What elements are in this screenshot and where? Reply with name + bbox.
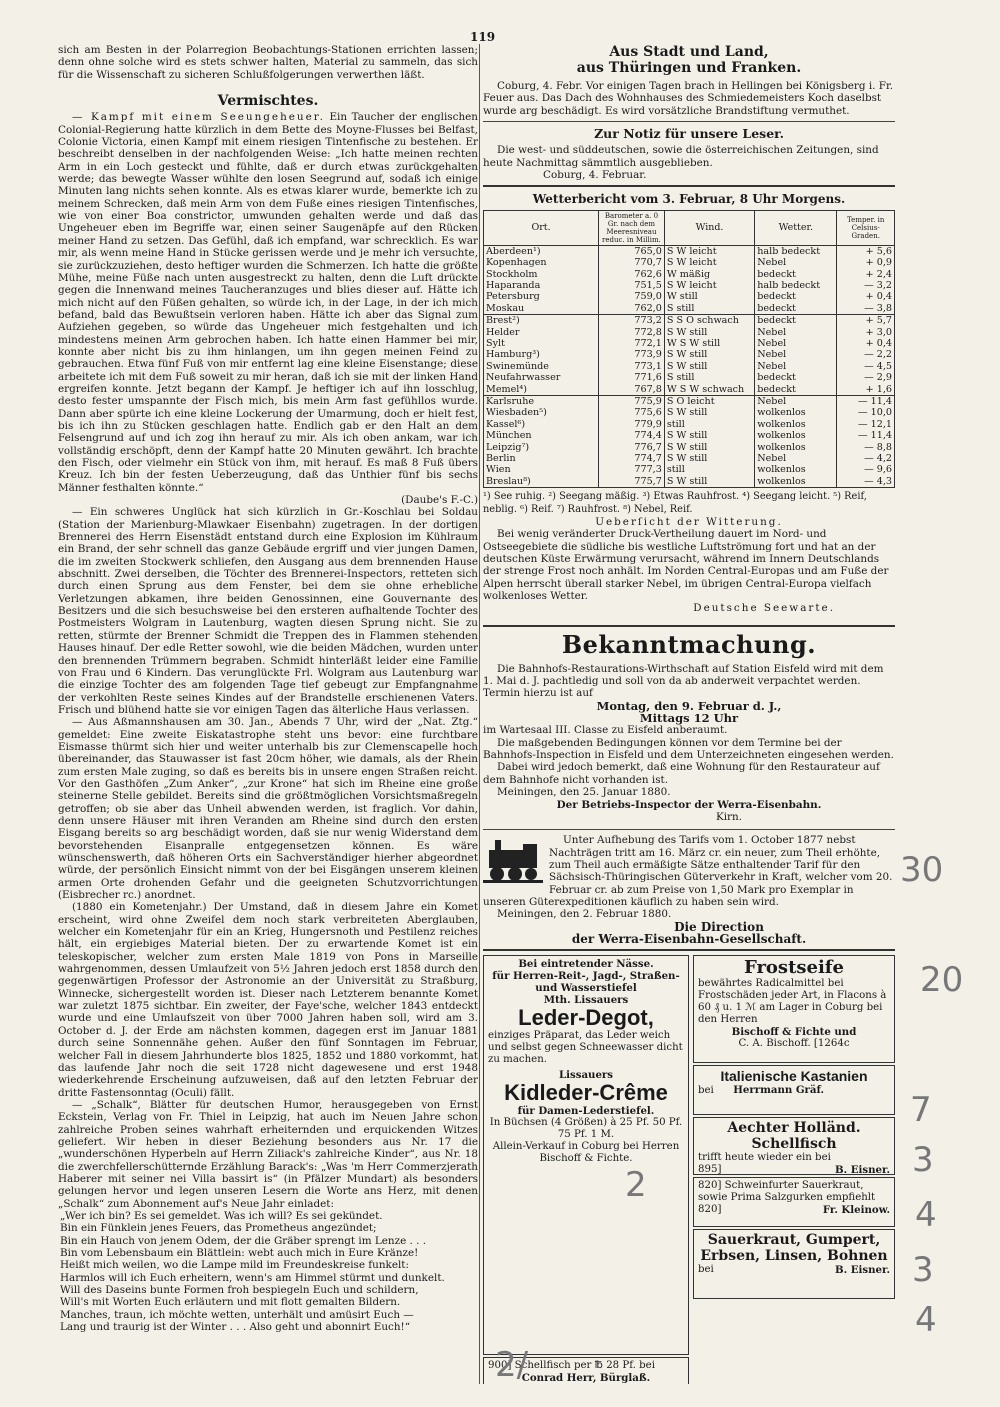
weather-cell-ort: Sylt bbox=[484, 338, 599, 349]
weather-cell-barometer: 779,9 bbox=[599, 419, 665, 430]
weather-cell-ort: Aberdeen¹) bbox=[484, 245, 599, 257]
ad-schellfisch-code: 895] bbox=[698, 1164, 722, 1176]
weather-row bbox=[484, 303, 895, 315]
divider bbox=[483, 625, 895, 627]
ad-schellfisch-eisner bbox=[693, 1117, 895, 1175]
weather-row bbox=[484, 430, 895, 441]
pencil-mark: 2 bbox=[625, 1165, 647, 1205]
ad-leder-line1: Bei eintretender Nässe. bbox=[518, 958, 654, 971]
weather-cell-wind: still bbox=[664, 419, 754, 430]
weather-cell-wind: S W leicht bbox=[664, 257, 754, 268]
weather-cell-barometer: 751,5 bbox=[599, 280, 665, 291]
weather-cell-ort: Moskau bbox=[484, 303, 599, 315]
weather-cell-temp: — 4,3 bbox=[837, 476, 895, 488]
weather-cell-temp: — 4,2 bbox=[837, 453, 895, 464]
weather-cell-wetter: halb bedeckt bbox=[755, 280, 837, 291]
weather-col-temp: Temper. in Celsius-Graden. bbox=[837, 210, 895, 245]
weather-row bbox=[484, 280, 895, 291]
article-kometenjahr: (1880 ein Kometenjahr.) Der Umstand, daß in diesem Jahre ein Komet erscheint, wird ohne Zweifel dem noch stark verbreiteten Aberglauben, welcher ein Kometenjahr für ein an Krieg, Hungersnoth und Pestilenz reiches hält, ein ergiebiges Material bieten. Der zu erwartende Komet ist ein teleskopischer, welcher zum ersten Male 1819 von Pons in Marseille wahrgenommen, dessen Umlaufzeit von 5½ Jahren jedoch erst 1858 durch den gegenwärtigen Professor der Astronomie an der Universität zu Straßburg, Winnecke, sichergestellt worden ist. Dieser nach Letzterem benannte Komet war zuletzt 1875 sichtbar. Ein zweiter, der Faye'sche, welcher 1843 entdeckt wurde und eine Umlaufszeit von über 7000 Jahren haben soll, wird am 3. October d. J. der Erde am nächsten kommen, dagegen erst im Januar 1881 durch seine Sonnennähe gehen. Außer den fünf Sonntagen im Februar, welcher Fall in diesem Jahrhunderte blos 1825, 1852 und 1880 vorkommt, hat das laufende Jahr noch die seit 1728 nicht dagewesene und erst 1948 wiederkehrende Erscheinung aufzuweisen, daß auf den letzten Februar der dritte Fastensonntag (Oculi) fällt. bbox=[58, 901, 478, 1099]
weather-cell-wetter: wolkenlos bbox=[755, 407, 837, 418]
bekanntmachung-text: Die Bahnhofs-Restaurations-Wirthschaft auf Station Eisfeld wird mit dem 1. Mai d. J. pachtledig und soll von da ab anderweit verpachtet werden. Termin hierzu ist auf bbox=[483, 662, 884, 700]
weather-cell-temp: — 10,0 bbox=[837, 407, 895, 418]
notiz-signature: Coburg, 4. Februar. bbox=[543, 169, 647, 182]
weather-cell-wetter: Nebel bbox=[755, 361, 837, 372]
weather-cell-temp: + 0,4 bbox=[837, 338, 895, 349]
weather-cell-wetter: Nebel bbox=[755, 338, 837, 349]
weather-table-body bbox=[484, 245, 895, 488]
weather-cell-temp: — 9,6 bbox=[837, 464, 895, 475]
weather-cell-wetter: Nebel bbox=[755, 257, 837, 268]
weather-row bbox=[484, 476, 895, 488]
bekanntmachung-note: Dabei wird jedoch bemerkt, daß eine Wohnung für den Restaurateur auf dem Bahnhofe nicht vorhanden ist. bbox=[483, 761, 880, 786]
pencil-mark: 3 bbox=[912, 1140, 934, 1180]
ad-sauerkraut2-signature: B. Eisner. bbox=[835, 1264, 890, 1277]
weather-cell-wetter: wolkenlos bbox=[755, 430, 837, 441]
weather-overview: Bei wenig veränderter Druck-Vertheilung dauert im Nord- und Ostseegebiete die südliche bis westliche Luftströmung fort und hat an der deutschen Küste Erwärmung verursacht, während im Innern Deutschlands der strenge Frost noch anhält. Im Norden Central-Europas und am Fuße der Alpen herrscht überall starker Nebel, im übrigen Central-Europa vielfach wolkenloses Wetter. bbox=[483, 528, 889, 603]
weather-row bbox=[484, 361, 895, 372]
ad-sauerkraut-signature: Fr. Kleinow. bbox=[822, 1204, 890, 1217]
bekanntmachung-location: im Wartesaal III. Classe zu Eisfeld anberaumt. bbox=[483, 724, 728, 737]
weather-cell-barometer: 773,9 bbox=[599, 349, 665, 360]
tarif-signature-2: der Werra-Eisenbahn-Gesellschaft. bbox=[571, 931, 807, 946]
weather-cell-temp: — 3,8 bbox=[837, 303, 895, 315]
ad-kidleder-line2: In Büchsen (4 Größen) à 25 Pf. 50 Pf. 75 Pf. 1 M. bbox=[489, 1117, 683, 1141]
ad-leder-degot bbox=[483, 955, 689, 1355]
tarif-text: Unter Aufhebung des Tarifs vom 1. October 1877 nebst Nachträgen tritt am 16. März cr. ein neuer, zum Theil erhöhte, zum Theil auch ermäßigte Sätze enthaltender Tarif für den Sächsisch-Thüringischen Güterverkehr in Kraft, welcher vom 20. Februar cr. ab zum Preise von 1,50 Mark pro Exemplar in unseren Güterexpeditionen käuflich zu haben sein wird. bbox=[483, 834, 893, 908]
weather-cell-barometer: 765,0 bbox=[599, 245, 665, 257]
weather-row bbox=[484, 442, 895, 453]
weather-cell-wind: S W still bbox=[664, 430, 754, 441]
weather-cell-temp: + 1,6 bbox=[837, 384, 895, 396]
weather-row bbox=[484, 245, 895, 257]
section-subheading-thueringen: aus Thüringen und Franken. bbox=[576, 60, 802, 76]
bekanntmachung-date: Montag, den 9. Februar d. J., bbox=[596, 698, 782, 713]
weather-cell-wetter: Nebel bbox=[755, 396, 837, 408]
ad-sauerkraut2-title: Sauerkraut, Gumpert, Erbsen, Linsen, Bohnen bbox=[700, 1232, 888, 1265]
weather-cell-barometer: 767,8 bbox=[599, 384, 665, 396]
section-heading-stadt-land: Aus Stadt und Land, bbox=[609, 44, 769, 60]
weather-cell-ort: Kopenhagen bbox=[484, 257, 599, 268]
poem-line: „Wer ich bin? Es sei gemeldet. Was ich will? Es sei gekündet. bbox=[60, 1209, 383, 1222]
notiz-heading: Zur Notiz für unsere Leser. bbox=[594, 126, 784, 142]
weather-cell-barometer: 759,0 bbox=[599, 291, 665, 302]
weather-cell-wetter: bedeckt bbox=[755, 269, 837, 280]
weather-cell-wind: S W still bbox=[664, 442, 754, 453]
ad-sauerkraut-eisner bbox=[693, 1229, 895, 1299]
weather-cell-temp: — 3,2 bbox=[837, 280, 895, 291]
weather-signature: Deutsche Seewarte. bbox=[693, 602, 835, 615]
ad-leder-line4: einziges Präparat, das Leder weich und selbst gegen Schneewasser dicht zu machen. bbox=[488, 1030, 683, 1066]
weather-cell-ort: Swinemünde bbox=[484, 361, 599, 372]
article-kampf-body: Ein Taucher der englischen Colonial-Regierung hatte kürzlich in dem Bette des Moyne-Flusses bei Belfast, Colonie Victoria, einen Kampf mit einem riesigen Tintenfische zu bestehen. Er beschreibt denselben in der nachfolgenden Weise: „Ich hatte meinen rechten Arm in ein Loch gesteckt und fühlte, daß er durch etwas zurückgehalten werde; das bewegte Wasser wühlte den losen Seegrund auf, sodaß ich einige Minuten lang nichts sehen konnte. Als es etwas klarer wurde, bemerkte ich zu meinem Schrecken, daß mein Arm von dem Fuße eines riesigen Tintenfisches, wie von einer Boa constrictor, umwunden gehalten werde und daß das Ungeheuer eben im Begriffe war, einen seiner Saugenäpfe auf den Rücken meiner Hand zu setzen. Das Gefühl, daß ich empfand, war schrecklich. Es war mir, als wenn meine Hand in Stücke gerissen werde und je mehr ich versuchte, sie zurückzuziehen, desto heftiger wurden die Schmerzen. Ich hatte die größte Mühe, meine Füße nach unten ausgestreckt zu halten, denn die Luft drückte gegen die Innenwand meines Taucheranzuges und blies dieser auf. Hätte ich mich nicht auf den Füßen gehalten, so würde ich, in der Lage, in der ich mich befand, bald das Bewußtsein verloren haben. Hätte ich aber das Signal zum Aufziehen gegeben, so würde das Ungeheuer mich festgehalten und ich mindestens meinen Arm gebrochen haben. Ich hatte einen Hammer bei mir, konnte aber nicht bis zu ihm hinlangen, um ihn gegen meinen Feind zu gebrauchen. Etwa fünf Fuß von mir entfernt lag eine kleine Eisenstange; diese arbeitete ich mit dem Fuß soweit zu mir heran, daß ich sie mit der linken Hand ergreifen konnte. Jetzt begann der Kampf. Je heftiger ich auf ihn losschlug, desto fester umspannte der Fisch mich, bis mein Arm fast gefühllos wurde. Dann aber spürte ich eine kleine Lockerung der Umarmung, doch er hielt fest, bis ich ihn zu Stücken geschlagen hatte. Endlich gab er den Halt an dem Felsengrund auf und ich zog ihn herauf zu mir. Als ich oben ankam, war ich vollständig erschöpft, denn der Kampf hatte 20 Minuten gewährt. Ich brachte den Fisch, oder vielmehr ein Stück von ihm, mit herauf. Es maß 8 Fuß übers Kreuz. Ich bin der festen Ueberzeugung, daß das Unthier fünf bis sechs Männer festhalten könnte.“ bbox=[58, 111, 478, 494]
weather-cell-temp: + 3,0 bbox=[837, 327, 895, 338]
ad-frostseife-text: bewährtes Radicalmittel bei Frostschäden jeder Art, in Flacons à 60 ₰ u. 1 ℳ am Lager in Coburg bei den Herren bbox=[698, 978, 887, 1026]
ad-conrad-text: 900] Schellfisch per ℔ 28 Pf. bei bbox=[488, 1360, 655, 1372]
weather-cell-ort: Breslau⁸) bbox=[484, 476, 599, 488]
ad-schellfisch-title: Aechter Holländ. Schellfisch bbox=[727, 1120, 861, 1153]
ad-sauerkraut2-bei: bei bbox=[698, 1264, 714, 1276]
weather-cell-barometer: 775,6 bbox=[599, 407, 665, 418]
article-kampf-title: — Kampf mit einem Seeungeheuer. bbox=[72, 111, 325, 124]
weather-cell-ort: Leipzig⁷) bbox=[484, 442, 599, 453]
poem-line: Bin ein Fünklein jenes Feuers, das Prometheus angezündet; bbox=[60, 1222, 377, 1235]
weather-table bbox=[483, 210, 895, 489]
weather-cell-temp: + 2,4 bbox=[837, 269, 895, 280]
ad-schellfisch-footer bbox=[698, 1164, 890, 1175]
notiz-text: Die west- und süddeutschen, sowie die österreichischen Zeitungen, sind heute Nachmittag sämmtlich ausgeblieben. bbox=[483, 144, 879, 169]
poem-line: Lang und traurig ist der Winter . . . Also geht und abonnirt Euch!“ bbox=[60, 1321, 411, 1334]
weather-cell-wetter: bedeckt bbox=[755, 303, 837, 315]
pencil-mark: 7 bbox=[910, 1090, 932, 1130]
poem-line: Will's mit Worten Euch erläutern und mit flott gemalten Bildern. bbox=[60, 1296, 401, 1309]
pencil-mark: 30 bbox=[900, 850, 944, 890]
weather-cell-barometer: 773,2 bbox=[599, 315, 665, 327]
intro-text: sich am Besten in der Polarregion Beobachtungs-Stationen errichten lassen; denn ohne solche wird es stets schwer halten, Material zu sammeln, das sich für die Wissenschaft zu sicheren Schlußfolgerungen verwerthen läßt. bbox=[58, 44, 478, 81]
weather-row bbox=[484, 464, 895, 475]
pencil-mark: 20 bbox=[920, 960, 964, 1000]
weather-heading: Wetterbericht vom 3. Februar, 8 Uhr Morgens. bbox=[532, 192, 846, 207]
ad-leder-title: Leder-Degot, bbox=[518, 1005, 654, 1031]
article-assmannshausen: — Aus Aßmannshausen am 30. Jan., Abends 7 Uhr, wird der „Nat. Ztg.“ gemeldet: Eine zweite Eiskatastrophe steht uns bevor: eine furchtbare Eismasse thürmt sich hier und weiter unterhalb bis zur Clemenscapelle hoch übereinander, das Stauwasser ist fast 20cm höher, wie damals, als der Rhein zum ersten Male zuging, so daß es bereits bis in unsere engen Straßen reicht. Vor den Gasthöfen „Zum Anker“, „zur Krone“ hat sich im Rheine eine große steinerne Stelle gebildet. Bereits sind die größtmöglichen Vorsichtsmaßregeln getroffen; ob sie aber das Unheil abwenden werden, ist fraglich. Vor dahin, denn unsere Häuser mit ihren Veranden am Rheine sind durch den ersten Eisgang bereits so arg beschädigt worden, daß sie nur wenig Widerstand dem bevorstehenden Eisanpralle entgegensetzen können. Es wäre wünschenswerth, daß höheren Orts ein Sachverständiger hierher abgeordnet würde, der persönlich Einsicht nimmt von der bei Eisgängen unserem kleinen armen Orte drohenden Gefahr und die geeigneten Schutzvorrichtungen (Eisbrecher rc.) anordnet. bbox=[58, 716, 478, 902]
locomotive-icon bbox=[483, 836, 543, 884]
weather-cell-wind: W mäßig bbox=[664, 269, 754, 280]
weather-cell-ort: Haparanda bbox=[484, 280, 599, 291]
poem-line: Manches, traun, ich möchte wetten, unterhält und amüsirt Euch — bbox=[60, 1308, 414, 1321]
poem-line: Harmlos will ich Euch erheitern, wenn's am Himmel stürmt und dunkelt. bbox=[60, 1271, 445, 1284]
pencil-mark: 4 bbox=[915, 1300, 937, 1340]
weather-cell-barometer: 777,3 bbox=[599, 464, 665, 475]
weather-cell-temp: + 5,7 bbox=[837, 315, 895, 327]
ad-kastanien-bei: bei bbox=[698, 1085, 714, 1097]
weather-cell-wetter: bedeckt bbox=[755, 291, 837, 302]
weather-cell-barometer: 775,9 bbox=[599, 396, 665, 408]
ad-sauerkraut2-footer bbox=[698, 1264, 890, 1276]
weather-cell-temp: — 4,5 bbox=[837, 361, 895, 372]
weather-cell-ort: Wien bbox=[484, 464, 599, 475]
ad-leder-line3: Mth. Lissauers bbox=[543, 994, 629, 1007]
ad-kidleder-title: Kidleder-Crême bbox=[504, 1080, 668, 1106]
weather-row bbox=[484, 315, 895, 327]
weather-col-wind: Wind. bbox=[664, 210, 754, 245]
pencil-mark: 4 bbox=[915, 1195, 937, 1235]
weather-cell-temp: — 2,2 bbox=[837, 349, 895, 360]
weather-cell-temp: + 0,9 bbox=[837, 257, 895, 268]
weather-cell-wind: S W still bbox=[664, 349, 754, 360]
section-heading-vermischtes: Vermischtes. bbox=[217, 93, 319, 110]
weather-cell-ort: Helder bbox=[484, 327, 599, 338]
ad-schellfisch-text: trifft heute wieder ein bei bbox=[698, 1152, 831, 1164]
weather-cell-wetter: wolkenlos bbox=[755, 476, 837, 488]
weather-cell-ort: Karlsruhe bbox=[484, 396, 599, 408]
weather-col-ort: Ort. bbox=[484, 210, 599, 245]
weather-cell-wind: S still bbox=[664, 303, 754, 315]
pencil-mark: 2/ bbox=[495, 1345, 529, 1385]
weather-cell-barometer: 775,7 bbox=[599, 476, 665, 488]
poem-line: Heißt mich weilen, wo die Lampe mild im Freundeskreise funkelt: bbox=[60, 1259, 409, 1272]
ad-kastanien-signature: Herrmann Gräf. bbox=[733, 1084, 825, 1097]
tarif-place-date: Meiningen, den 2. Februar 1880. bbox=[497, 908, 672, 921]
ad-kastanien-text bbox=[698, 1084, 890, 1097]
weather-cell-wind: S still bbox=[664, 372, 754, 383]
weather-cell-wind: S W still bbox=[664, 327, 754, 338]
bekanntmachung-conditions: Die maßgebenden Bedingungen können vor dem Termine bei der Bahnhofs-Inspection in Eisfeld und dem Unterzeichneten eingesehen werden. bbox=[483, 736, 894, 762]
divider bbox=[483, 121, 895, 122]
tarif-signature-1: Die Direction bbox=[674, 919, 764, 934]
weather-cell-wetter: halb bedeckt bbox=[755, 245, 837, 257]
bekanntmachung-place-date: Meiningen, den 25. Januar 1880. bbox=[497, 786, 671, 799]
weather-row bbox=[484, 396, 895, 408]
bekanntmachung-signature-name: Kirn. bbox=[715, 810, 743, 823]
poem-line: Bin ein Hauch von jenem Odem, der die Gräber sprengt im Lenze . . . bbox=[60, 1234, 427, 1247]
weather-cell-wind: S W still bbox=[664, 453, 754, 464]
bekanntmachung-title: Bekanntmachung. bbox=[561, 629, 817, 659]
weather-cell-ort: Kassel⁶) bbox=[484, 419, 599, 430]
weather-cell-wind: S S O schwach bbox=[664, 315, 754, 327]
divider bbox=[483, 949, 895, 951]
weather-overview-heading: Ueberſicht der Witterung. bbox=[595, 515, 783, 528]
page-number: 119 bbox=[470, 30, 496, 44]
weather-row bbox=[484, 349, 895, 360]
ad-frostseife-signature-2: C. A. Bischoff. [1264c bbox=[738, 1038, 850, 1050]
weather-cell-wetter: bedeckt bbox=[755, 372, 837, 383]
weather-cell-temp: — 11,4 bbox=[837, 396, 895, 408]
bekanntmachung-signature: Der Betriebs-Inspector der Werra-Eisenbahn. bbox=[556, 798, 822, 811]
weather-cell-barometer: 776,7 bbox=[599, 442, 665, 453]
ad-frostseife bbox=[693, 955, 895, 1063]
weather-cell-wind: S W still bbox=[664, 407, 754, 418]
weather-cell-wetter: wolkenlos bbox=[755, 419, 837, 430]
weather-cell-ort: Stockholm bbox=[484, 269, 599, 280]
weather-cell-ort: Petersburg bbox=[484, 291, 599, 302]
weather-cell-temp: — 8,8 bbox=[837, 442, 895, 453]
weather-cell-wetter: wolkenlos bbox=[755, 464, 837, 475]
weather-cell-barometer: 771,6 bbox=[599, 372, 665, 383]
article-schalk: — „Schalk“, Blätter für deutschen Humor, herausgegeben von Ernst Eckstein, Verlag von Fr. Thiel in Leipzig, hat auch im Neuen Jahre schon zahlreiche Proben seines wahrhaft erheiternden und erquickenden Witzes geliefert. Wir heben in dieser Beziehung besonders aus Nr. 17 die „wunderschönen Hyperbeln auf Herrn Ziliack's zahlreiche Kinder“, aus Nr. 18 die zwerchfellerschütternde Erzählung Barack's: „Was 'm Herr Commerzjerath Haberer mit seiner nei Villa bassirt is“ (in Pfälzer Mundart) als besonders gelungen hervor und legen unseren Lesern die Worte ans Herz, mit denen „Schalk“ zum Abonnement auf's Neue Jahr einladet: bbox=[58, 1098, 478, 1210]
ad-schellfisch-signature: B. Eisner. bbox=[835, 1164, 890, 1176]
divider bbox=[483, 185, 895, 187]
weather-cell-barometer: 772,1 bbox=[599, 338, 665, 349]
weather-cell-ort: Brest²) bbox=[484, 315, 599, 327]
weather-cell-ort: Memel⁴) bbox=[484, 384, 599, 396]
weather-cell-wind: S W leicht bbox=[664, 280, 754, 291]
ad-conrad-signature: Conrad Herr, Bürglaß. bbox=[521, 1372, 651, 1384]
weather-cell-ort: München bbox=[484, 430, 599, 441]
column-divider bbox=[479, 44, 480, 1384]
bekanntmachung-time: Mittags 12 Uhr bbox=[639, 711, 739, 726]
divider bbox=[483, 829, 895, 830]
weather-col-barometer: Barometer a. 0 Gr. nach dem Meeresniveau reduc. in Millim. bbox=[599, 210, 665, 245]
weather-row bbox=[484, 372, 895, 383]
weather-row bbox=[484, 338, 895, 349]
weather-cell-temp: — 12,1 bbox=[837, 419, 895, 430]
poem-line: Will des Daseins bunte Formen froh bespiegeln Euch und schildern, bbox=[60, 1284, 419, 1297]
article-kampf bbox=[58, 111, 478, 494]
ad-kastanien bbox=[693, 1065, 895, 1115]
weather-cell-barometer: 773,1 bbox=[599, 361, 665, 372]
weather-cell-barometer: 770,7 bbox=[599, 257, 665, 268]
ad-frostseife-signature-1: Bischoff & Fichte und bbox=[731, 1026, 857, 1039]
weather-cell-wind: W S W schwach bbox=[664, 384, 754, 396]
weather-cell-ort: Berlin bbox=[484, 453, 599, 464]
weather-cell-wetter: wolkenlos bbox=[755, 442, 837, 453]
weather-cell-wind: S W leicht bbox=[664, 245, 754, 257]
tarif-notice bbox=[483, 834, 895, 945]
weather-cell-wetter: Nebel bbox=[755, 453, 837, 464]
weather-cell-temp: + 0,4 bbox=[837, 291, 895, 302]
poem-line: Bin vom Lebensbaum ein Blättlein: webt auch mich in Eure Kränze! bbox=[60, 1247, 419, 1259]
ad-sauerkraut-text: 820] Schweinfurter Sauerkraut, sowie Prima Salzgurken empfiehlt bbox=[698, 1180, 876, 1204]
right-column bbox=[483, 44, 895, 1384]
weather-cell-temp: + 5,6 bbox=[837, 245, 895, 257]
ads-area bbox=[483, 955, 895, 1384]
weather-cell-wind: W still bbox=[664, 291, 754, 302]
weather-row bbox=[484, 269, 895, 280]
news-coburg: Coburg, 4. Febr. Vor einigen Tagen brach in Hellingen bei Königsberg i. Fr. Feuer aus. Das Dach des Wohnhauses des Schmiedemeisters Koch daselbst wurde arg beschädigt. Es wird vorsätzliche Brandstiftung vermuthet. bbox=[483, 80, 894, 117]
ad-sauerkraut-code: 820] bbox=[698, 1204, 722, 1216]
ad-leder-line5: Lissauers bbox=[558, 1069, 614, 1082]
weather-cell-wetter: bedeckt bbox=[755, 384, 837, 396]
weather-cell-barometer: 772,8 bbox=[599, 327, 665, 338]
weather-row bbox=[484, 257, 895, 268]
weather-cell-barometer: 762,6 bbox=[599, 269, 665, 280]
weather-cell-wind: W S W still bbox=[664, 338, 754, 349]
weather-cell-wetter: Nebel bbox=[755, 327, 837, 338]
weather-cell-ort: Hamburg³) bbox=[484, 349, 599, 360]
weather-cell-barometer: 774,4 bbox=[599, 430, 665, 441]
weather-cell-wind: S W still bbox=[664, 361, 754, 372]
article-kampf-source: (Daube's F.-C.) bbox=[401, 494, 478, 507]
weather-cell-temp: — 2,9 bbox=[837, 372, 895, 383]
weather-cell-wetter: bedeckt bbox=[755, 315, 837, 327]
weather-footnotes: ¹) See ruhig. ²) Seegang mäßig. ³) Etwas Rauhfrost. ⁴) Seegang leicht. ⁵) Reif, neblig. ⁶) Reif. ⁷) Rauhfrost. ⁸) Nebel, Reif. bbox=[483, 491, 867, 515]
weather-cell-ort: Wiesbaden⁵) bbox=[484, 407, 599, 418]
weather-col-wetter: Wetter. bbox=[755, 210, 837, 245]
ad-kidleder-line3: Allein-Verkauf in Coburg bei Herren Bischoff & Fichte. bbox=[492, 1141, 680, 1165]
article-unglueck: — Ein schweres Unglück hat sich kürzlich in Gr.-Koschlau bei Soldau (Station der Marienburg-Mlawkaer Eisenbahn) zugetragen. In der dortigen Brennerei des Herrn Eisenstädt entstand durch eine Explosion im Kühlraum ein Brand, der sehr schnell das ganze Gebäude ergriff und vier jungen Damen, die im zweiten Stockwerk schliefen, den Ausgang aus dem brennenden Hause abschnitt. Zwei derselben, die Töchter des Brennerei-Inspectors, retteten sich durch einen Sprung aus dem Fenster, bei dem sie ohne erhebliche Verletzungen abkamen, ihre beiden Genossinnen, eine Gouvernante des Besitzers und die sich besuchsweise bei den ersteren aufhaltende Tochter des Postmeisters Wolgram in Lautenburg, wagten diesen Sprung nicht. Sie zu retten, stürmte der Brenner Schmidt die Treppen des in Flammen stehenden Hauses hinauf. Der edle Retter sowohl, wie die beiden Mädchen, wurden unter den brennenden Trümmern begraben. Schmidt hinterläßt leider eine Familie von Frau und 6 Kindern. Das verunglückte Frl. Wolgram aus Lautenburg war die einzige Tochter des am folgenden Tage tief gebeugt zur Empfangnahme der verkohlten Reste seines Kindes auf der Brandstelle erschienenen Vaters. Frisch und blühend hatte sie vor einigen Tagen das älterliche Haus verlassen. bbox=[58, 506, 478, 716]
weather-cell-temp: — 11,4 bbox=[837, 430, 895, 441]
weather-cell-wind: still bbox=[664, 464, 754, 475]
ad-leder-line2: für Herren-Reit-, Jagd-, Straßen- und Wasserstiefel bbox=[492, 970, 680, 995]
weather-cell-barometer: 774,7 bbox=[599, 453, 665, 464]
weather-cell-ort: Neufahrwasser bbox=[484, 372, 599, 383]
weather-cell-wind: S W still bbox=[664, 476, 754, 488]
ad-kidleder-line1: für Damen-Lederstiefel. bbox=[517, 1105, 655, 1118]
ad-frostseife-title: Frostseife bbox=[743, 957, 845, 979]
left-column bbox=[58, 44, 478, 1379]
weather-row bbox=[484, 453, 895, 464]
ad-sauerkraut-footer bbox=[698, 1204, 890, 1216]
weather-row bbox=[484, 384, 895, 396]
weather-row bbox=[484, 327, 895, 338]
weather-cell-barometer: 762,0 bbox=[599, 303, 665, 315]
weather-row bbox=[484, 419, 895, 430]
weather-cell-wetter: Nebel bbox=[755, 349, 837, 360]
poem bbox=[58, 1210, 478, 1333]
ad-sauerkraut-kleinow bbox=[693, 1177, 895, 1227]
weather-cell-wind: S O leicht bbox=[664, 396, 754, 408]
weather-row bbox=[484, 407, 895, 418]
weather-row bbox=[484, 291, 895, 302]
ad-kastanien-title: Italienische Kastanien bbox=[720, 1068, 868, 1085]
pencil-mark: 3 bbox=[912, 1250, 934, 1290]
